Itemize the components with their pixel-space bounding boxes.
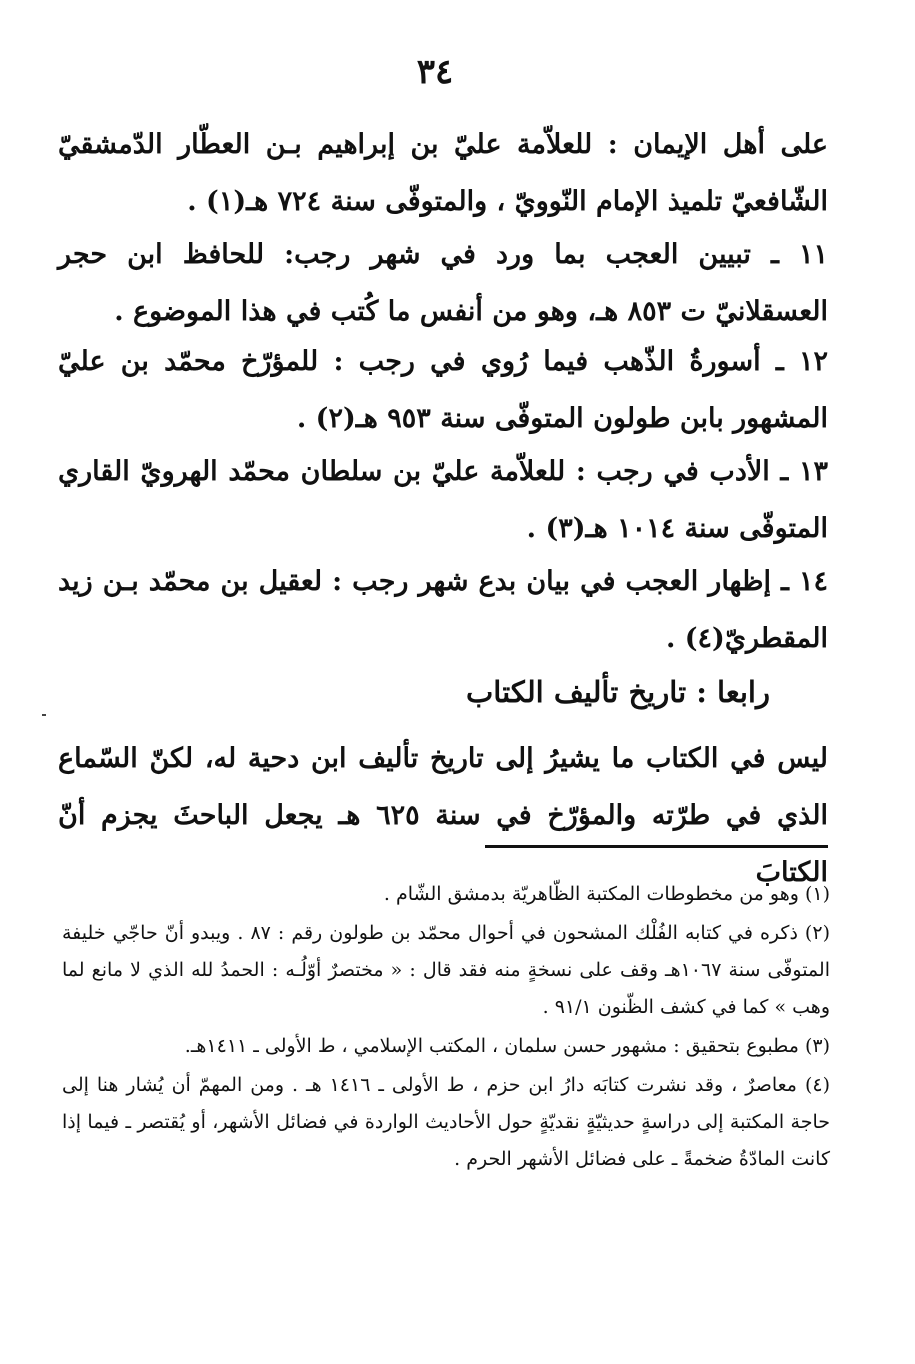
footnote-4: (٤) معاصرٌ ، وقد نشرت كتابَه دارُ ابن حزم ، ط الأولى ـ ١٤١٦ هـ . ومن المهمّ أن يُشار هنا إلى حاجة المكتبة إلى دراسةٍ حديثيّةٍ نقديّةٍ حول الأحاديث الواردة في فضائل الأشهر، أو يُقتصر ـ فيما إذا كانت المادّةُ ضخمةً ـ على فضائل الأشهر الحرم . xyxy=(62,1074,831,1170)
footnote-2: (٢) ذكره في كتابه الفُلْك المشحون في أحوال محمّد بن طولون رقم : ٨٧ . ويبدو أنّ حاجّي خليفة المتوفّى سنة ١٠٦٧هـ وقف على نسخةٍ منه فقد قال : « مختصرٌ أوّلُـه : الحمدُ لله الذي لا مانع لما وهب » كما في كشف الظّنون ٩١/١ . xyxy=(62,922,830,1018)
page-number: ٣٤ xyxy=(416,52,454,92)
paragraph-item-13: ١٣ ـ الأدب في رجب : للعلاّمة عليّ بن سلطان محمّد الهرويّ القاري المتوفّى سنة ١٠١٤ هـ(٣) . xyxy=(58,456,828,544)
footnote-separator xyxy=(485,845,828,848)
section-intro-paragraph: ليس في الكتاب ما يشيرُ إلى تاريخ تأليف ابن دحية له، لكنّ السّماع الذي في طرّته والمؤرّخ في سنة ٦٢٥ هـ يجعل الباحثَ يجزم أنّ الكتابَ xyxy=(58,743,829,888)
footnote-3: (٣) مطبوع بتحقيق : مشهور حسن سلمان ، المكتب الإسلامي ، ط الأولى ـ ١٤١١هـ. xyxy=(184,1035,830,1057)
footnotes xyxy=(62,876,830,1180)
section-heading: رابعا : تاريخ تأليف الكتاب xyxy=(465,675,770,709)
paragraph-item-11: ١١ ـ تبيين العجب بما ورد في شهر رجب: للحافظ ابن حجر العسقلانيّ ت ٨٥٣ هـ، وهو من أنفس ما كُتب في هذا الموضوع . xyxy=(58,239,828,327)
paragraph-item-10-continuation: على أهل الإيمان : للعلاّمة عليّ بن إبراهيم بـن العطّار الدّمشقيّ الشّافعيّ تلميذ الإمام النّوويّ ، والمتوفّى سنة ٧٢٤ هـ(١) . xyxy=(58,129,828,217)
paragraph-item-14: ١٤ ـ إظهار العجب في بيان بدع شهر رجب : لعقيل بن محمّد بـن زيد المقطريّ(٤) . xyxy=(58,566,828,654)
paragraph-item-12: ١٢ ـ أسورةُ الذّهب فيما رُوي في رجب : للمؤرّخ محمّد بن عليّ المشهور بابن طولون المتوفّى سنة ٩٥٣ هـ(٢) . xyxy=(58,346,828,434)
footnote-1: (١) وهو من مخطوطات المكتبة الظّاهريّة بدمشق الشّام . xyxy=(383,883,830,905)
margin-mark xyxy=(42,714,46,716)
